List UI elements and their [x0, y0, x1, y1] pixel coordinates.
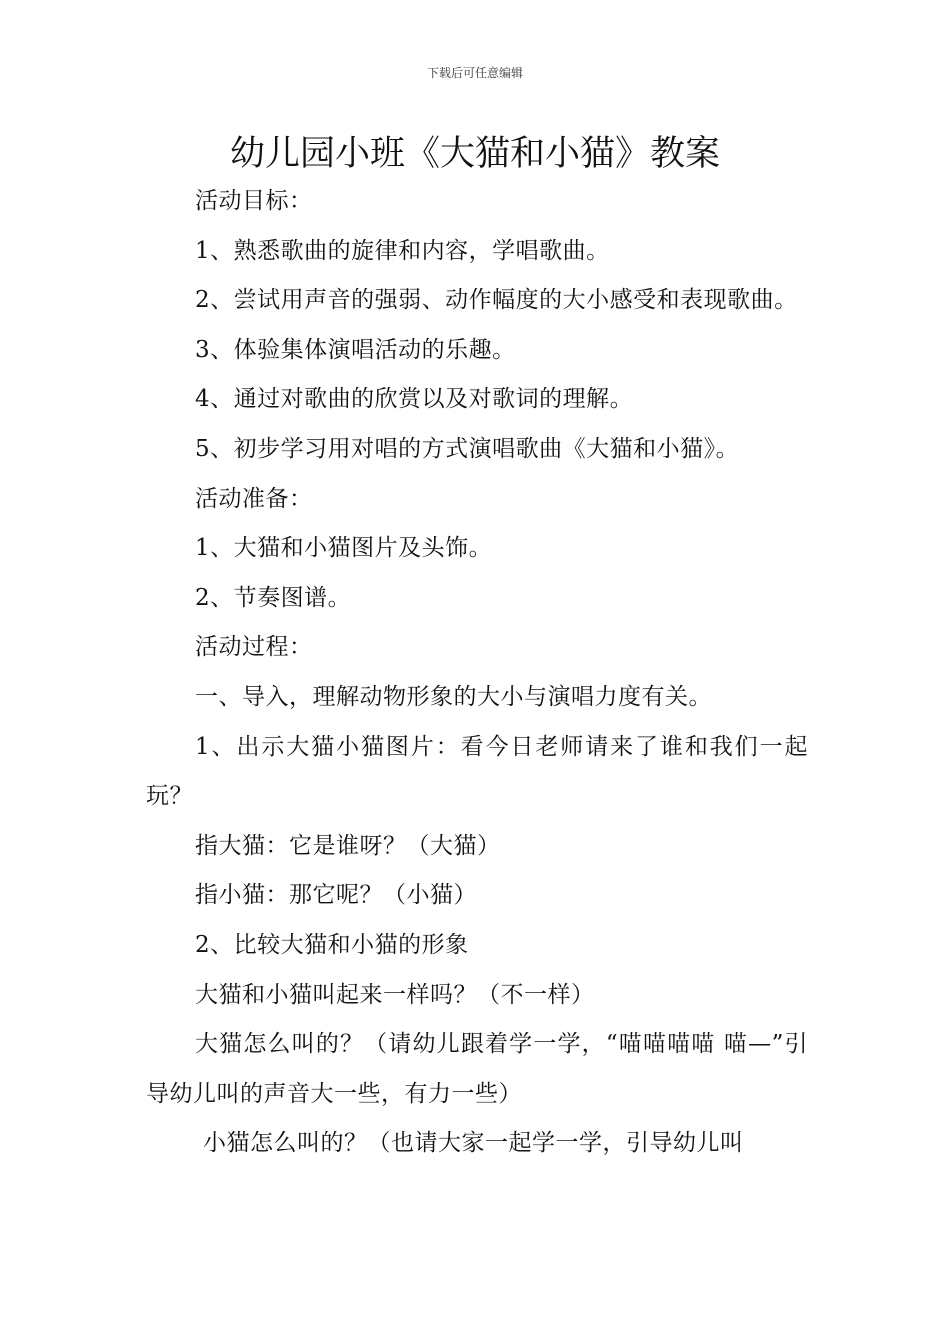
- objective-item: 1、熟悉歌曲的旋律和内容，学唱歌曲。: [195, 237, 610, 264]
- section-heading-objectives: 活动目标：: [195, 188, 313, 214]
- preparation-item: 2、节奏图谱。: [195, 584, 352, 611]
- process-step: 一、导入，理解动物形象的大小与演唱力度有关。: [195, 683, 712, 710]
- objective-item: 2、尝试用声音的强弱、动作幅度的大小感受和表现歌曲。: [195, 287, 798, 314]
- objective-item: 3、体验集体演唱活动的乐趣。: [195, 336, 516, 363]
- objective-item: 4、通过对歌曲的欣赏以及对歌词的理解。: [195, 386, 634, 413]
- process-step: 大猫怎么叫的？（请幼儿跟着学一学，“喵喵喵喵 喵—”引导幼儿叫的声音大一些，有力一些）: [146, 1031, 808, 1107]
- section-heading-process: 活动过程：: [195, 634, 313, 661]
- document-body: [146, 177, 808, 1169]
- preparation-item: 1、大猫和小猫图片及头饰。: [195, 535, 493, 562]
- objective-item: 5、初步学习用对唱的方式演唱歌曲《大猫和小猫》。: [195, 435, 740, 462]
- process-step: 2、比较大猫和小猫的形象: [195, 931, 469, 958]
- process-step: 指小猫：那它呢？（小猫）: [195, 882, 477, 909]
- document-title: 幼儿园小班《大猫和小猫》教案: [229, 134, 720, 174]
- section-heading-preparation: 活动准备：: [195, 485, 313, 512]
- process-step: 大猫和小猫叫起来一样吗？（不一样）: [195, 981, 595, 1008]
- header-note: 下载后可任意编辑: [426, 66, 523, 80]
- process-step: 指大猫：它是谁呀？（大猫）: [195, 832, 501, 859]
- process-step: 1、出示大猫小猫图片：看今日老师请来了谁和我们一起玩？: [146, 733, 808, 810]
- process-step: 小猫怎么叫的？（也请大家一起学一学，引导幼儿叫: [203, 1130, 744, 1157]
